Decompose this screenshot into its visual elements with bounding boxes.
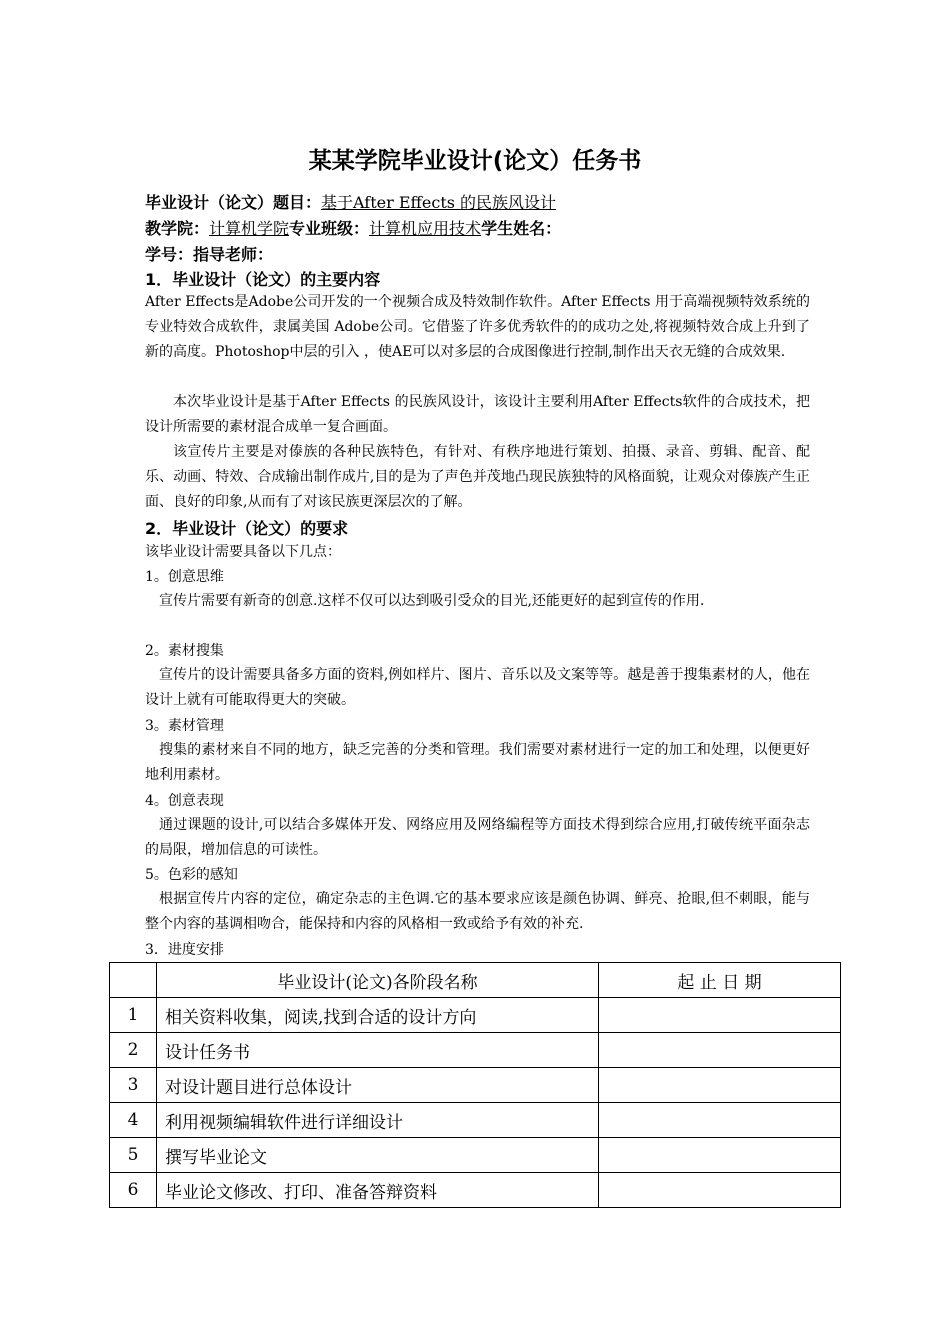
table-row (110, 1138, 841, 1173)
college-value: 计算机学院 (209, 219, 290, 238)
row-num: 6 (110, 1173, 157, 1208)
row-num: 2 (110, 1033, 157, 1068)
req1-text: 宣传片需要有新奇的创意.这样不仅可以达到吸引受众的目光,还能更好的起到宣传的作用. (159, 593, 705, 609)
row-num: 1 (110, 998, 157, 1033)
row-date (599, 1138, 841, 1173)
table-row (110, 998, 841, 1033)
row-task: 设计任务书 (157, 1033, 599, 1068)
topic-label: 毕业设计（论文）题目： (145, 193, 322, 212)
req5-title: 5。色彩的感知 (145, 867, 238, 883)
row-num: 3 (110, 1068, 157, 1103)
table-row (110, 1033, 841, 1068)
row-task: 利用视频编辑软件进行详细设计 (157, 1103, 599, 1138)
row-date (599, 1103, 841, 1138)
table-row (110, 1103, 841, 1138)
class-value: 计算机应用技术 (369, 219, 482, 238)
req3-title: 3。素材管理 (145, 718, 224, 734)
section2-intro: 该毕业设计需要具备以下几点： (145, 544, 341, 560)
document-title: 某某学院毕业设计(论文）任务书 (308, 148, 642, 174)
row-task: 撰写毕业论文 (157, 1138, 599, 1173)
college-line (145, 216, 561, 239)
section1-paragraph-1: After Effects是Adobe公司开发的一个视频合成及特效制作软件。After Effects 用于高端视频特效系统的专业特效合成软件，隶属美国 Adobe公司。它借鉴了许多优秀软件的的成功之处,将视频特效合成上升到了新的高度。Photoshop中层的引入 ，使AE可以对多层的合成图像进行控制,制作出天衣无缝的合成效果. (145, 294, 810, 360)
req4-text: 通过课题的设计,可以结合多媒体开发、网络应用及网络编程等方面技术得到综合应用,打破传统平面杂志的局限，增加信息的可读性。 (145, 817, 810, 858)
topic-value: 基于After Effects 的民族风设计 (321, 193, 557, 212)
section2-title: 2．毕业设计（论文）的要求 (145, 519, 349, 538)
id-line (145, 242, 273, 265)
row-date (599, 998, 841, 1033)
req5-text: 根据宣传片内容的定位，确定杂志的主色调.它的基本要求应该是颜色协调、鲜亮、抢眼,但不刺眼，能与整个内容的基调相吻合，能保持和内容的风格相一致或给予有效的补充. (145, 891, 810, 932)
row-num: 5 (110, 1138, 157, 1173)
row-date (599, 1033, 841, 1068)
header-date-cell: 起 止 日 期 (599, 963, 841, 998)
student-label: 学生姓名： (481, 219, 562, 238)
section1-title: 1．毕业设计（论文）的主要内容 (145, 270, 381, 289)
row-task: 毕业论文修改、打印、准备答辩资料 (157, 1173, 599, 1208)
table-row (110, 1068, 841, 1103)
req3-text: 搜集的素材来自不同的地方，缺乏完善的分类和管理。我们需要对素材进行一定的加工和处理，以便更好地利用素材。 (145, 742, 810, 783)
row-num: 4 (110, 1103, 157, 1138)
class-label: 专业班级： (289, 219, 370, 238)
req4-title: 4。创意表现 (145, 793, 224, 809)
schedule-header-row (110, 963, 841, 998)
req2-title: 2。素材搜集 (145, 643, 224, 659)
req1-title: 1。创意思维 (145, 569, 224, 585)
college-label: 教学院： (145, 219, 210, 238)
row-date (599, 1068, 841, 1103)
table-row (110, 1173, 841, 1208)
row-task: 相关资料收集，阅读,找到合适的设计方向 (157, 998, 599, 1033)
section1-paragraph-2: 本次毕业设计是基于After Effects 的民族风设计，该设计主要利用After Effects软件的合成技术，把设计所需要的素材混合成单一复合画面。 (145, 394, 810, 435)
header-num-cell (110, 963, 157, 998)
advisor-label: 指导老师： (193, 245, 274, 264)
schedule-table (109, 962, 841, 1208)
header-stage-cell: 毕业设计(论文)各阶段名称 (157, 963, 599, 998)
req2-text: 宣传片的设计需要具备多方面的资料,例如样片、图片、音乐以及文案等等。越是善于搜集素材的人，他在设计上就有可能取得更大的突破。 (145, 667, 810, 708)
row-date (599, 1173, 841, 1208)
section3-title: 3．进度安排 (145, 942, 224, 958)
id-label: 学号： (145, 245, 194, 264)
section1-paragraph-3: 该宣传片主要是对傣族的各种民族特色，有针对、有秩序地进行策划、拍摄、录音、剪辑、配音、配乐、动画、特效、合成输出制作成片,目的是为了声色并茂地凸现民族独特的风格面貌，让观众对傣族产生正面、良好的印象,从而有了对该民族更深层次的了解。 (145, 444, 810, 510)
row-task: 对设计题目进行总体设计 (157, 1068, 599, 1103)
topic-line (145, 190, 556, 213)
